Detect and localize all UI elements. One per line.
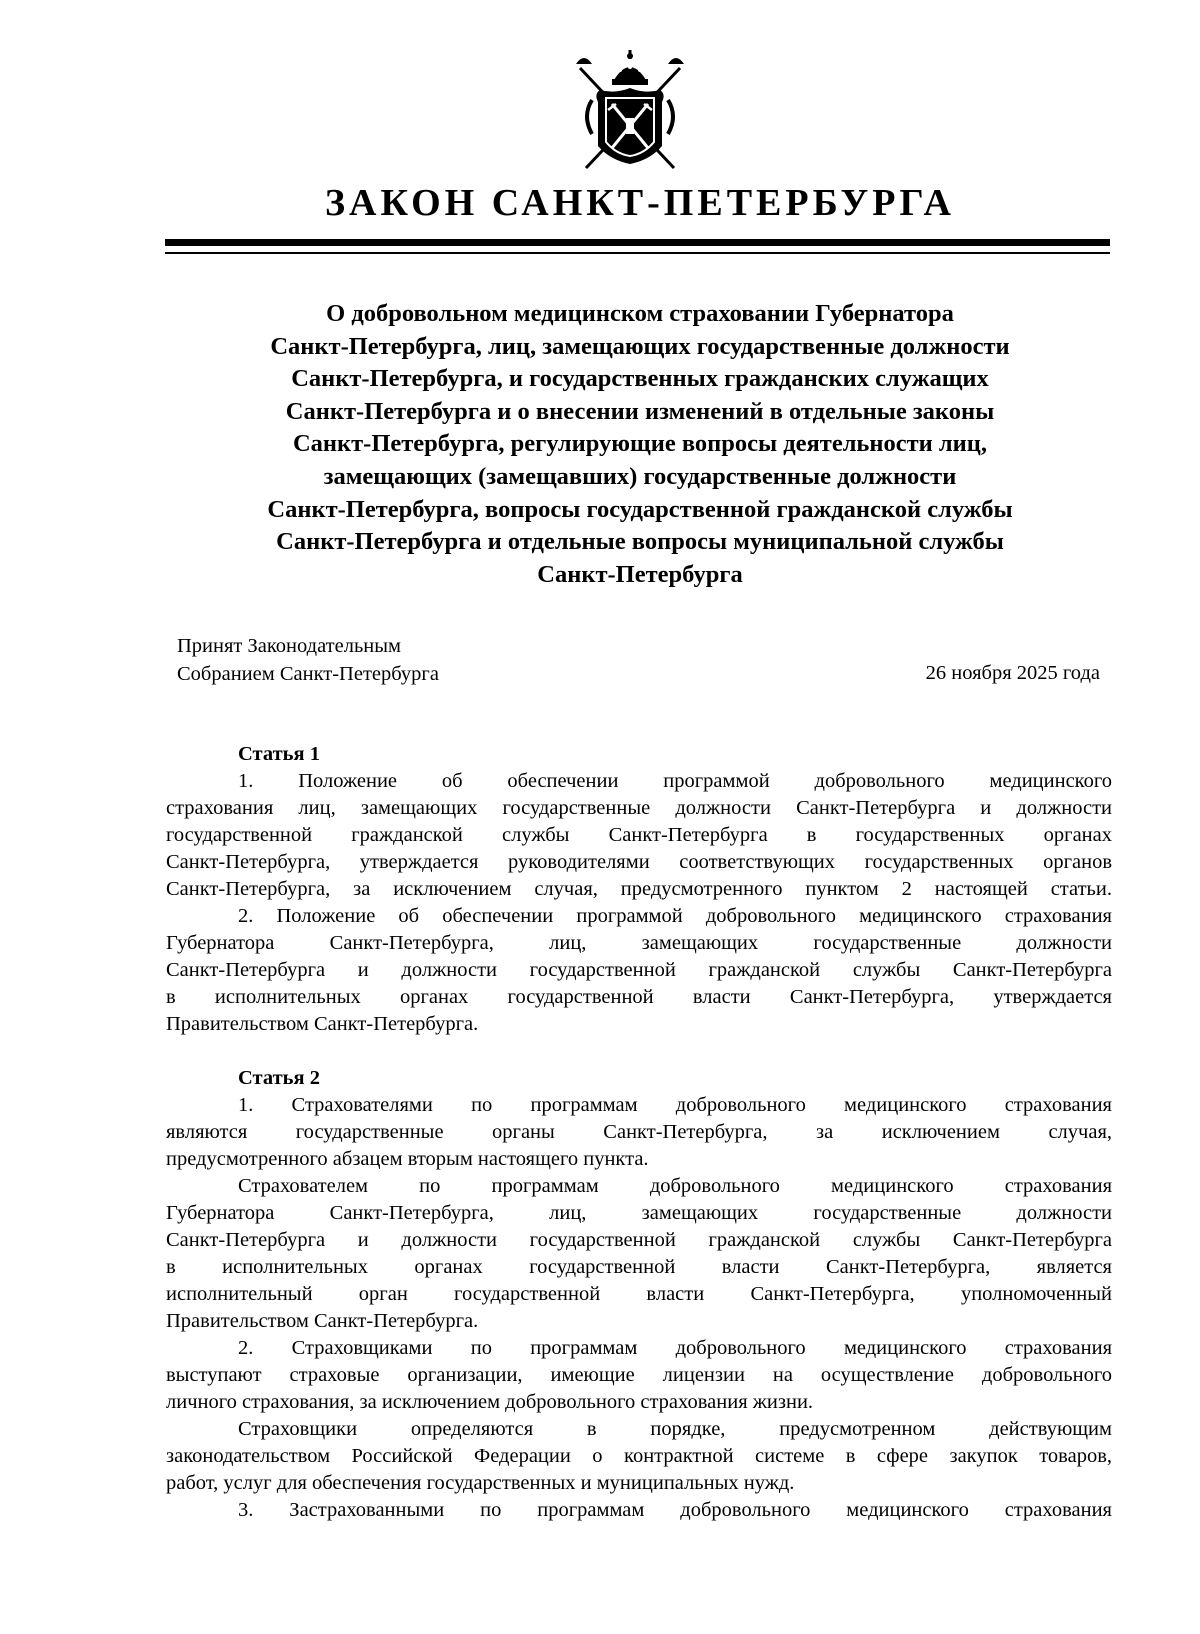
text-line: исполнительный орган государственной власти Санкт-Петербурга, уполномоченный (166, 1283, 1112, 1305)
text-line: Страховщики определяются в порядке, предусмотренном действующим (238, 1418, 1112, 1440)
text-line: 1. Страхователями по программам добровольного медицинского страхования (238, 1094, 1112, 1116)
article-2-paragraph-2 (166, 1173, 1112, 1335)
title-divider-thin (165, 252, 1110, 254)
text-line: страхования лиц, замещающих государственные должности Санкт-Петербурга и должности (166, 797, 1112, 819)
article-2-title: Статья 2 (238, 1067, 320, 1089)
text-line: Страхователем по программам добровольного медицинского страхования (238, 1175, 1112, 1197)
article-2-paragraph-3 (166, 1335, 1112, 1416)
heading-line: Санкт-Петербурга, и государственных гражданских служащих (291, 365, 989, 393)
heading-line: Санкт-Петербурга, вопросы государственной гражданской службы (267, 495, 1013, 523)
text-line: Санкт-Петербурга и должности государственной гражданской службы Санкт-Петербурга (166, 959, 1112, 981)
text-line: Правительством Санкт-Петербурга. (166, 1310, 479, 1332)
text-line: 2. Страховщиками по программам добровольного медицинского страхования (238, 1337, 1112, 1359)
text-line: выступают страховые организации, имеющие лицензии на осуществление добровольного (166, 1364, 1112, 1386)
text-line: Санкт-Петербурга, утверждается руководителями соответствующих государственных органов (166, 851, 1112, 873)
heading-line: Санкт-Петербурга, лиц, замещающих государственные должности (270, 332, 1010, 360)
text-line: являются государственные органы Санкт-Петербурга, за исключением случая, (166, 1121, 1112, 1143)
text-line: в исполнительных органах государственной власти Санкт-Петербурга, утверждается (166, 986, 1112, 1008)
law-heading (160, 298, 1120, 591)
article-1-paragraph-2 (166, 903, 1112, 1038)
heading-line: Санкт-Петербурга и о внесении изменений в отдельные законы (285, 397, 995, 425)
text-line: работ, услуг для обеспечения государственных и муниципальных нужд. (166, 1472, 795, 1494)
article-2-paragraph-5 (166, 1497, 1112, 1524)
text-line: 3. Застрахованными по программам добровольного медицинского страхования (238, 1499, 1112, 1521)
adoption-note (177, 632, 439, 688)
title-divider-thick (165, 239, 1110, 246)
article-1-paragraph-1 (166, 768, 1112, 903)
adoption-line: Собранием Санкт-Петербурга (177, 663, 439, 685)
text-line: 2. Положение об обеспечении программой добровольного медицинского страхования (238, 905, 1112, 927)
text-line: Губернатора Санкт-Петербурга, лиц, замещающих государственные должности (166, 1202, 1112, 1224)
coat-of-arms-icon (570, 50, 690, 172)
heading-line: Санкт-Петербурга, регулирующие вопросы деятельности лиц, (292, 430, 988, 458)
text-line: предусмотренного абзацем вторым настоящего пункта. (166, 1148, 649, 1170)
text-line: личного страхования, за исключением добровольного страхования жизни. (166, 1391, 814, 1413)
text-line: в исполнительных органах государственной власти Санкт-Петербурга, является (166, 1256, 1112, 1278)
law-title: ЗАКОН САНКТ-ПЕТЕРБУРГА (324, 182, 955, 224)
heading-line: О добровольном медицинском страховании Губернатора (326, 300, 954, 327)
text-line: законодательством Российской Федерации о контрактной системе в сфере закупок товаров, (166, 1445, 1112, 1467)
text-line: Правительством Санкт-Петербурга. (166, 1013, 479, 1035)
text-line: Санкт-Петербурга и должности государственной гражданской службы Санкт-Петербурга (166, 1229, 1112, 1251)
text-line: государственной гражданской службы Санкт-Петербурга в государственных органах (166, 824, 1112, 846)
heading-line: замещающих (замещавших) государственные должности (323, 462, 957, 490)
adoption-date: 26 ноября 2025 года (925, 662, 1100, 684)
heading-line: Санкт-Петербурга (537, 560, 743, 588)
article-2-paragraph-1 (166, 1092, 1112, 1173)
heading-line: Санкт-Петербурга и отдельные вопросы муниципальной службы (276, 528, 1004, 556)
article-2-paragraph-4 (166, 1416, 1112, 1497)
article-1-title: Статья 1 (238, 743, 320, 765)
adoption-line: Принят Законодательным (177, 635, 402, 657)
text-line: 1. Положение об обеспечении программой добровольного медицинского (238, 770, 1112, 792)
text-line: Санкт-Петербурга, за исключением случая, предусмотренного пунктом 2 настоящей статьи. (166, 878, 1112, 900)
text-line: Губернатора Санкт-Петербурга, лиц, замещающих государственные должности (166, 932, 1112, 954)
